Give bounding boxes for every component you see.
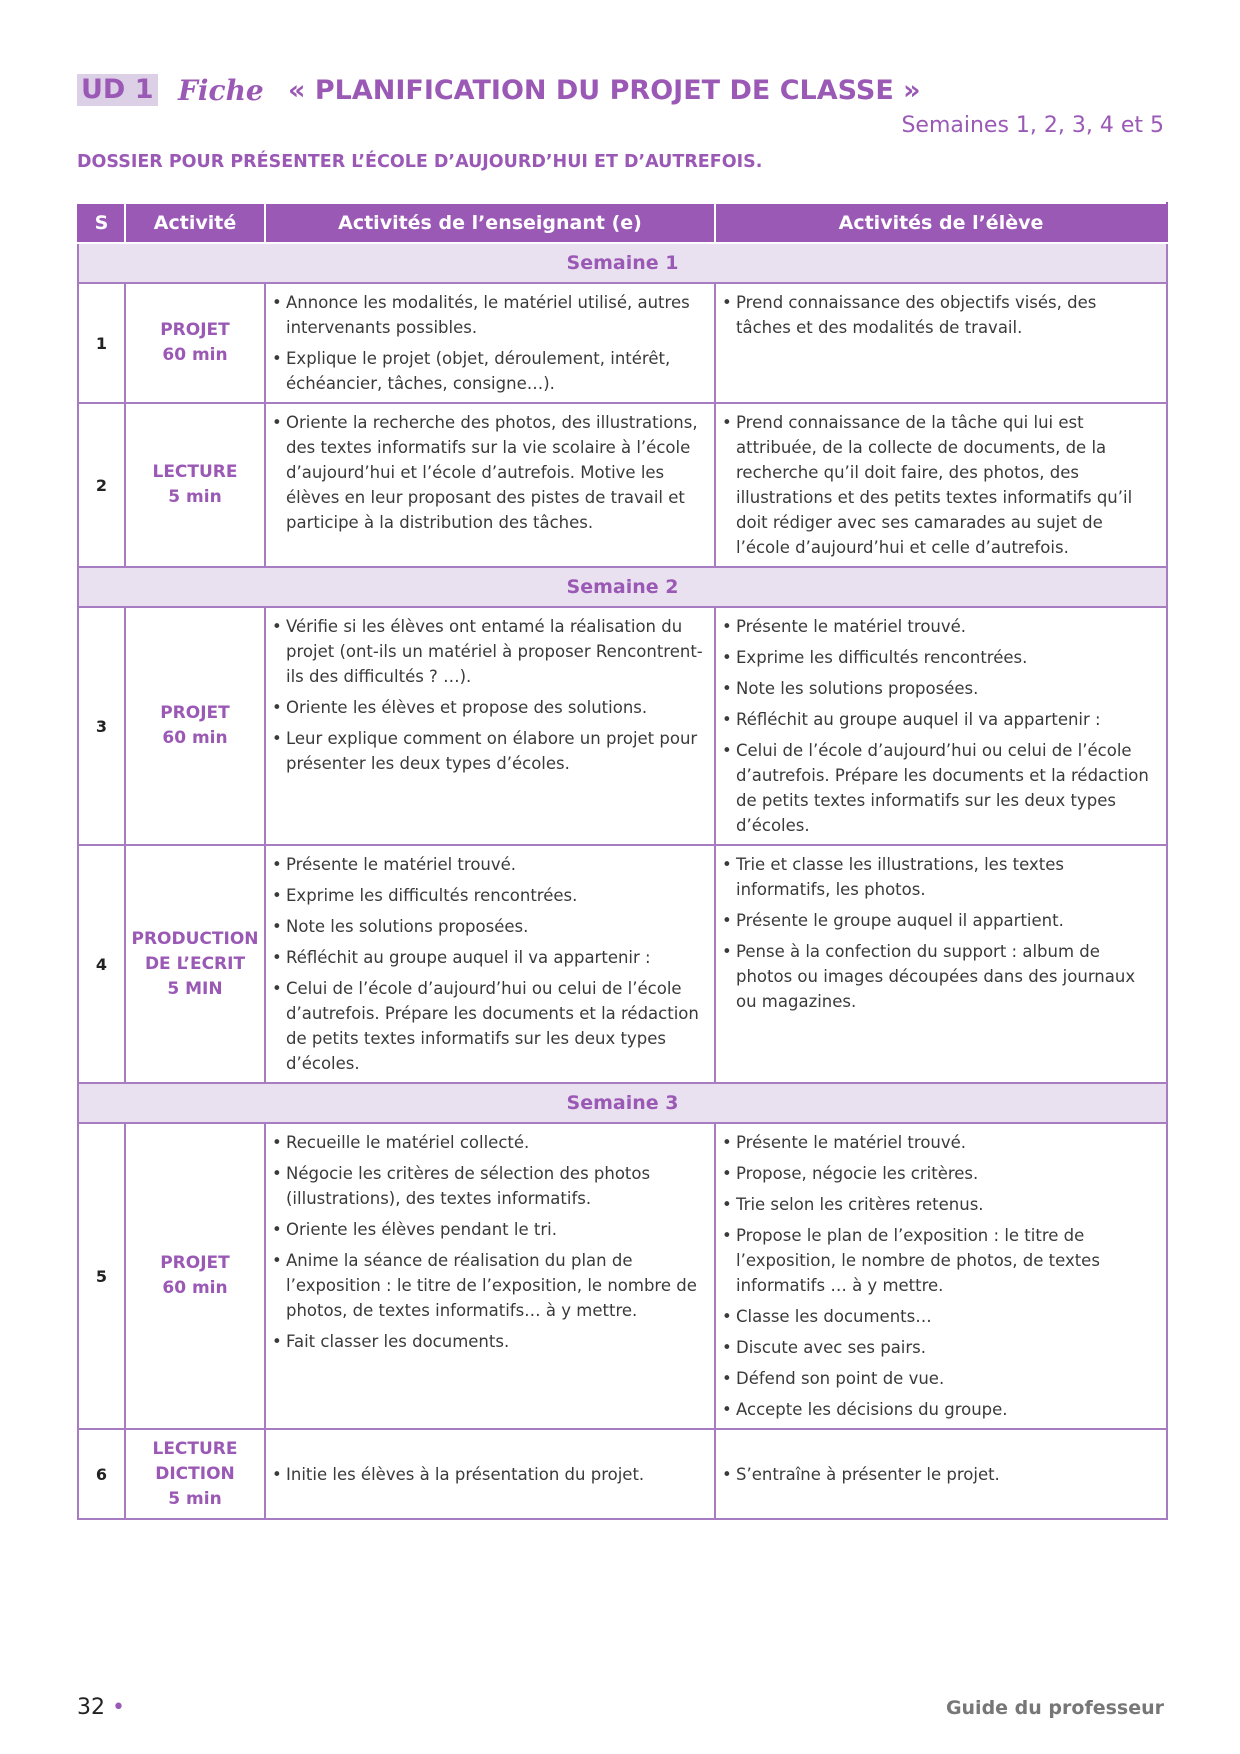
list-item: • Exprime les difficultés rencontrées.	[272, 883, 704, 908]
table-row	[78, 845, 1167, 1083]
page-number-value: 32	[77, 1695, 105, 1720]
page-number	[77, 1695, 125, 1720]
activity-cell	[125, 403, 265, 567]
list-item: • Annonce les modalités, le matériel utilisé, autres intervenants possibles.	[272, 290, 704, 340]
session-number: 6	[78, 1429, 125, 1519]
teacher-cell	[265, 607, 715, 845]
list-item: • Vérifie si les élèves ont entamé la réalisation du projet (ont-ils un matériel à proposer Rencontrent-ils des difficultés ? …).	[272, 614, 704, 689]
activity-line: PROJET	[160, 703, 230, 723]
session-number: 4	[78, 845, 125, 1083]
list-item: • Présente le matériel trouvé.	[722, 614, 1156, 639]
teacher-cell	[265, 845, 715, 1083]
list-item: • Négocie les critères de sélection des photos (illustrations), des textes informatifs.	[272, 1161, 704, 1211]
activity-line: DE L’ECRIT	[144, 953, 246, 974]
table-row	[78, 283, 1167, 403]
list-item: • Trie et classe les illustrations, les textes informatifs, les photos.	[722, 852, 1156, 902]
teacher-cell	[265, 1123, 715, 1429]
list-item: • S’entraîne à présenter le projet.	[722, 1462, 1156, 1487]
header-activite: Activité	[125, 203, 265, 243]
list-item: • Propose le plan de l’exposition : le titre de l’exposition, le nombre de photos, de textes informatifs … à y mettre.	[722, 1223, 1156, 1298]
teacher-cell	[265, 1429, 715, 1519]
session-number: 5	[78, 1123, 125, 1429]
table-row	[78, 1429, 1167, 1519]
activity-cell	[125, 283, 265, 403]
student-cell	[715, 283, 1167, 403]
week-label: Semaine 3	[78, 1083, 1167, 1123]
list-item: • Pense à la confection du support : album de photos ou images découpées dans des journaux ou magazines.	[722, 939, 1156, 1014]
list-item: • Anime la séance de réalisation du plan de l’exposition : le titre de l’exposition, le nombre de photos, de textes informatifs… à y mettre.	[272, 1248, 704, 1323]
list-item: • Oriente les élèves et propose des solutions.	[272, 695, 704, 720]
list-item: • Oriente la recherche des photos, des illustrations, des textes informatifs sur la vie scolaire à l’école d’aujourd’hui et l’école d’autrefois. Motive les élèves en leur proposant des pistes de travail et participe à la distribution des tâches.	[272, 410, 704, 535]
activity-line: 60 min	[162, 1278, 228, 1298]
list-item: • Classe les documents…	[722, 1304, 1156, 1329]
activity-cell	[125, 1123, 265, 1429]
activity-line: 5 MIN	[167, 978, 223, 999]
table-row	[78, 403, 1167, 567]
teacher-cell	[265, 403, 715, 567]
activity-line: DICTION	[155, 1463, 235, 1484]
activity-line: LECTURE	[152, 1438, 238, 1459]
activity-cell	[125, 1429, 265, 1519]
list-item: • Oriente les élèves pendant le tri.	[272, 1217, 704, 1242]
list-item: • Note les solutions proposées.	[722, 676, 1156, 701]
table-row	[78, 607, 1167, 845]
list-item: • Réfléchit au groupe auquel il va appartenir :	[722, 707, 1156, 732]
list-item: • Propose, négocie les critères.	[722, 1161, 1156, 1186]
activity-line: PROJET	[160, 1253, 230, 1273]
table-row	[78, 1123, 1167, 1429]
weeks-subtitle: Semaines 1, 2, 3, 4 et 5	[901, 113, 1164, 138]
list-item: • Initie les élèves à la présentation du projet.	[272, 1462, 704, 1487]
list-item: • Leur explique comment on élabore un projet pour présenter les deux types d’écoles.	[272, 726, 704, 776]
page-dot: •	[112, 1695, 125, 1720]
student-cell	[715, 1429, 1167, 1519]
activity-line: 60 min	[162, 345, 228, 365]
week-row	[78, 1083, 1167, 1123]
list-item: • Exprime les difficultés rencontrées.	[722, 645, 1156, 670]
teacher-cell	[265, 283, 715, 403]
activity-line: PROJET	[160, 320, 230, 340]
list-item: • Explique le projet (objet, déroulement, intérêt, échéancier, tâches, consigne…).	[272, 346, 704, 396]
week-row	[78, 567, 1167, 607]
activity-line: PRODUCTION	[131, 928, 259, 949]
list-item: • Prend connaissance de la tâche qui lui est attribuée, de la collecte de documents, de la recherche qu’il doit faire, des photos, des illustrations et des petits textes informatifs qu’il doit rédiger avec ses camarades au sujet de l’école d’aujourd’hui et celle d’autrefois.	[722, 410, 1156, 560]
page-header	[77, 72, 1167, 112]
student-cell	[715, 403, 1167, 567]
activity-cell	[125, 845, 265, 1083]
student-cell	[715, 845, 1167, 1083]
week-label: Semaine 2	[78, 567, 1167, 607]
session-number: 2	[78, 403, 125, 567]
activity-line: 60 min	[162, 728, 228, 748]
list-item: • Présente le groupe auquel il appartient.	[722, 908, 1156, 933]
list-item: • Accepte les décisions du groupe.	[722, 1397, 1156, 1422]
week-label: Semaine 1	[78, 243, 1167, 283]
session-number: 1	[78, 283, 125, 403]
list-item: • Réfléchit au groupe auquel il va appartenir :	[272, 945, 704, 970]
fiche-label: Fiche	[178, 74, 264, 107]
list-item: • Discute avec ses pairs.	[722, 1335, 1156, 1360]
list-item: • Prend connaissance des objectifs visés, des tâches et des modalités de travail.	[722, 290, 1156, 340]
page-title: « PLANIFICATION DU PROJET DE CLASSE »	[288, 75, 921, 106]
student-cell	[715, 607, 1167, 845]
table-header-row	[78, 203, 1167, 243]
list-item: • Fait classer les documents.	[272, 1329, 704, 1354]
dossier-heading: DOSSIER POUR PRÉSENTER L’ÉCOLE D’AUJOURD’HUI ET D’AUTREFOIS.	[77, 152, 763, 172]
footer-guide: Guide du professeur	[945, 1697, 1164, 1719]
list-item: • Recueille le matériel collecté.	[272, 1130, 704, 1155]
list-item: • Présente le matériel trouvé.	[272, 852, 704, 877]
session-number: 3	[78, 607, 125, 845]
unit-badge: UD 1	[77, 74, 158, 106]
activity-cell	[125, 607, 265, 845]
header-eleve: Activités de l’élève	[715, 203, 1167, 243]
list-item: • Celui de l’école d’aujourd’hui ou celui de l’école d’autrefois. Prépare les documents et la rédaction de petits textes informatifs sur les deux types d’écoles.	[722, 738, 1156, 838]
activity-line: LECTURE	[152, 462, 238, 482]
activity-line: 5 min	[168, 1488, 222, 1509]
list-item: • Celui de l’école d’aujourd’hui ou celui de l’école d’autrefois. Prépare les documents et la rédaction de petits textes informatifs sur les deux types d’écoles.	[272, 976, 704, 1076]
header-enseignant: Activités de l’enseignant (e)	[265, 203, 715, 243]
list-item: • Présente le matériel trouvé.	[722, 1130, 1156, 1155]
student-cell	[715, 1123, 1167, 1429]
list-item: • Trie selon les critères retenus.	[722, 1192, 1156, 1217]
list-item: • Note les solutions proposées.	[272, 914, 704, 939]
header-s: S	[78, 203, 125, 243]
list-item: • Défend son point de vue.	[722, 1366, 1156, 1391]
planning-table	[77, 202, 1168, 1520]
week-row	[78, 243, 1167, 283]
activity-line: 5 min	[168, 487, 222, 507]
